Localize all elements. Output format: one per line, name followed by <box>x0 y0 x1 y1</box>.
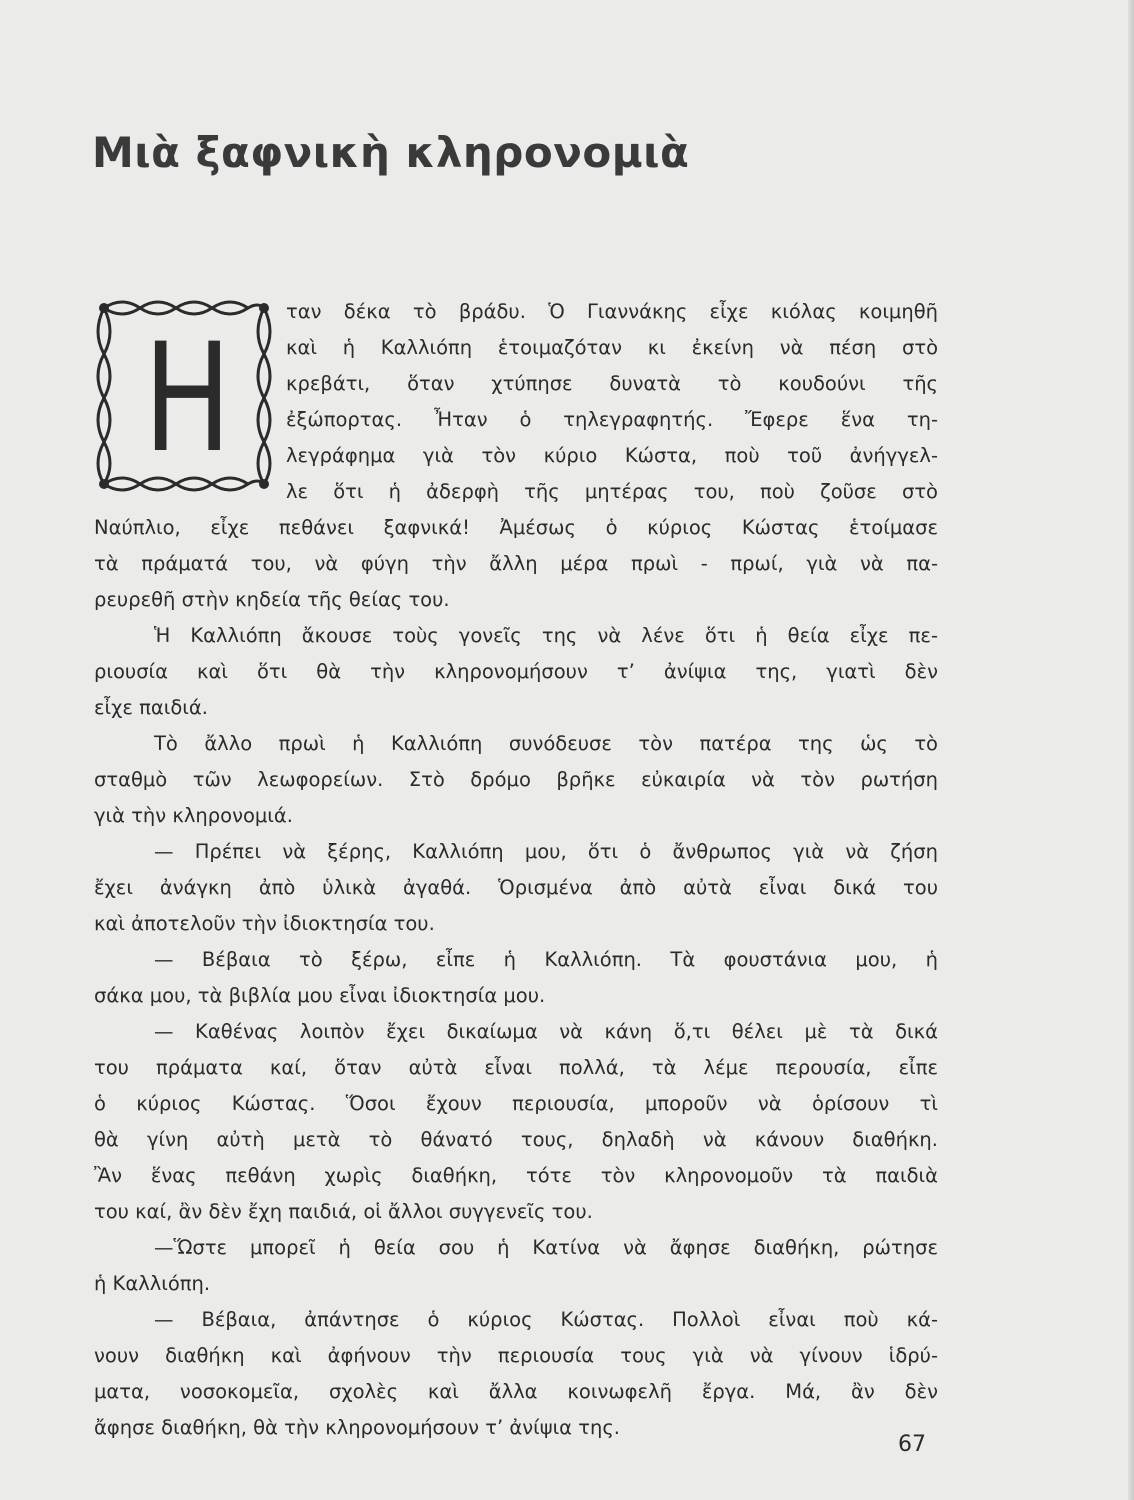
paragraph <box>94 618 938 726</box>
text-line: — Βέβαια τὸ ξέρω, εἶπε ἡ Καλλιόπη. Τὰ φουστάνια μου, ἡ <box>154 948 938 971</box>
text-line: ρευρεθῆ στὴν κηδεία τῆς θείας του. <box>94 588 450 611</box>
text-line: ριουσία καὶ ὅτι θὰ τὴν κληρονομήσουν τ’ ἀνίψια της, γιατὶ δὲν <box>94 660 938 683</box>
text-line: ἐξώπορτας. Ἦταν ὁ τηλεγραφητής. Ἔφερε ἕνα τη- <box>286 408 938 431</box>
text-line: Ἡ Καλλιόπη ἄκουσε τοὺς γονεῖς της νὰ λένε ὅτι ἡ θεία εἶχε πε- <box>154 624 938 647</box>
text-line: σταθμὸ τῶν λεωφορείων. Στὸ δρόμο βρῆκε εὐκαιρία νὰ τὸν ρωτήση <box>94 768 938 791</box>
text-line: —Ὥστε μπορεῖ ἡ θεία σου ἡ Κατίνα νὰ ἄφησε διαθήκη, ρώτησε <box>154 1236 938 1259</box>
page-edge <box>1128 0 1134 1500</box>
paragraph <box>94 942 938 1014</box>
text-line: — Καθένας λοιπὸν ἔχει δικαίωμα νὰ κάνη ὅ,τι θέλει μὲ τὰ δικά <box>154 1020 938 1043</box>
text-line: ἡ Καλλιόπη. <box>94 1272 211 1295</box>
text-line: καὶ ἡ Καλλιόπη ἑτοιμαζόταν κι ἐκείνη νὰ πέση στὸ <box>286 336 938 359</box>
paragraph <box>94 1302 938 1446</box>
body-text <box>94 510 938 1446</box>
paragraph <box>94 1230 938 1302</box>
page-number: 67 <box>898 1432 926 1457</box>
drop-cap-letter: Η <box>143 312 232 486</box>
paragraph <box>94 834 938 942</box>
text-line: ματα, νοσοκομεῖα, σχολὲς καὶ ἄλλα κοινωφελῆ ἔργα. Μά, ἂν δὲν <box>94 1380 938 1403</box>
text-line: του πράματα καί, ὅταν αὐτὰ εἶναι πολλά, τὰ λέμε περουσία, εἶπε <box>94 1056 938 1079</box>
text-line: εἶχε παιδιά. <box>94 696 208 719</box>
drop-cap-frame <box>92 296 276 496</box>
text-line: νουν διαθήκη καὶ ἀφήνουν τὴν περιουσία τους γιὰ νὰ γίνουν ἱδρύ- <box>94 1344 938 1367</box>
paragraph <box>94 1014 938 1230</box>
text-line: θὰ γίνη αὐτὴ μετὰ τὸ θάνατό τους, δηλαδὴ νὰ κάνουν διαθήκη. <box>94 1128 938 1151</box>
text-line: τὰ πράματά του, νὰ φύγη τὴν ἄλλη μέρα πρωὶ - πρωί, γιὰ νὰ πα- <box>94 552 938 575</box>
paragraph <box>94 510 938 618</box>
text-line: του καί, ἂν δὲν ἔχη παιδιά, οἱ ἄλλοι συγγενεῖς του. <box>94 1200 593 1223</box>
text-line: Τὸ ἄλλο πρωὶ ἡ Καλλιόπη συνόδευσε τὸν πατέρα της ὡς τὸ <box>154 732 938 755</box>
text-line: λεγράφημα γιὰ τὸν κύριο Κώστα, ποὺ τοῦ ἀνήγγελ- <box>286 444 938 467</box>
paragraph <box>94 726 938 834</box>
intro-lines <box>286 294 938 510</box>
text-line: ἔχει ἀνάγκη ἀπὸ ὑλικὰ ἀγαθά. Ὁρισμένα ἀπὸ αὐτὰ εἶναι δικά του <box>94 876 938 899</box>
text-line: — Βέβαια, ἀπάντησε ὁ κύριος Κώστας. Πολλοὶ εἶναι ποὺ κά- <box>154 1308 938 1331</box>
text-line: γιὰ τὴν κληρονομιά. <box>94 804 293 827</box>
text-line: — Πρέπει νὰ ξέρης, Καλλιόπη μου, ὅτι ὁ ἄνθρωπος γιὰ νὰ ζήση <box>154 840 938 863</box>
chapter-title: Μιὰ ξαφνικὴ κληρονομιὰ <box>92 128 690 177</box>
text-line: λε ὅτι ἡ ἀδερφὴ τῆς μητέρας του, ποὺ ζοῦσε στὸ <box>286 480 938 503</box>
text-line: καὶ ἀποτελοῦν τὴν ἰδιοκτησία του. <box>94 912 435 935</box>
text-line: Ναύπλιο, εἶχε πεθάνει ξαφνικά! Ἀμέσως ὁ κύριος Κώστας ἑτοίμασε <box>94 516 938 539</box>
text-line: ὁ κύριος Κώστας. Ὅσοι ἔχουν περιουσία, μποροῦν νὰ ὁρίσουν τὶ <box>94 1092 938 1115</box>
text-line: ἄφησε διαθήκη, θὰ τὴν κληρονομήσουν τ’ ἀνίψια της. <box>94 1416 620 1439</box>
text-line: σάκα μου, τὰ βιβλία μου εἶναι ἰδιοκτησία μου. <box>94 984 546 1007</box>
text-line: κρεβάτι, ὅταν χτύπησε δυνατὰ τὸ κουδούνι τῆς <box>286 372 938 395</box>
text-line: ταν δέκα τὸ βράδυ. Ὁ Γιαννάκης εἶχε κιόλας κοιμηθῆ <box>286 300 938 323</box>
text-line: Ἂν ἕνας πεθάνη χωρὶς διαθήκη, τότε τὸν κληρονομοῦν τὰ παιδιὰ <box>94 1164 938 1187</box>
